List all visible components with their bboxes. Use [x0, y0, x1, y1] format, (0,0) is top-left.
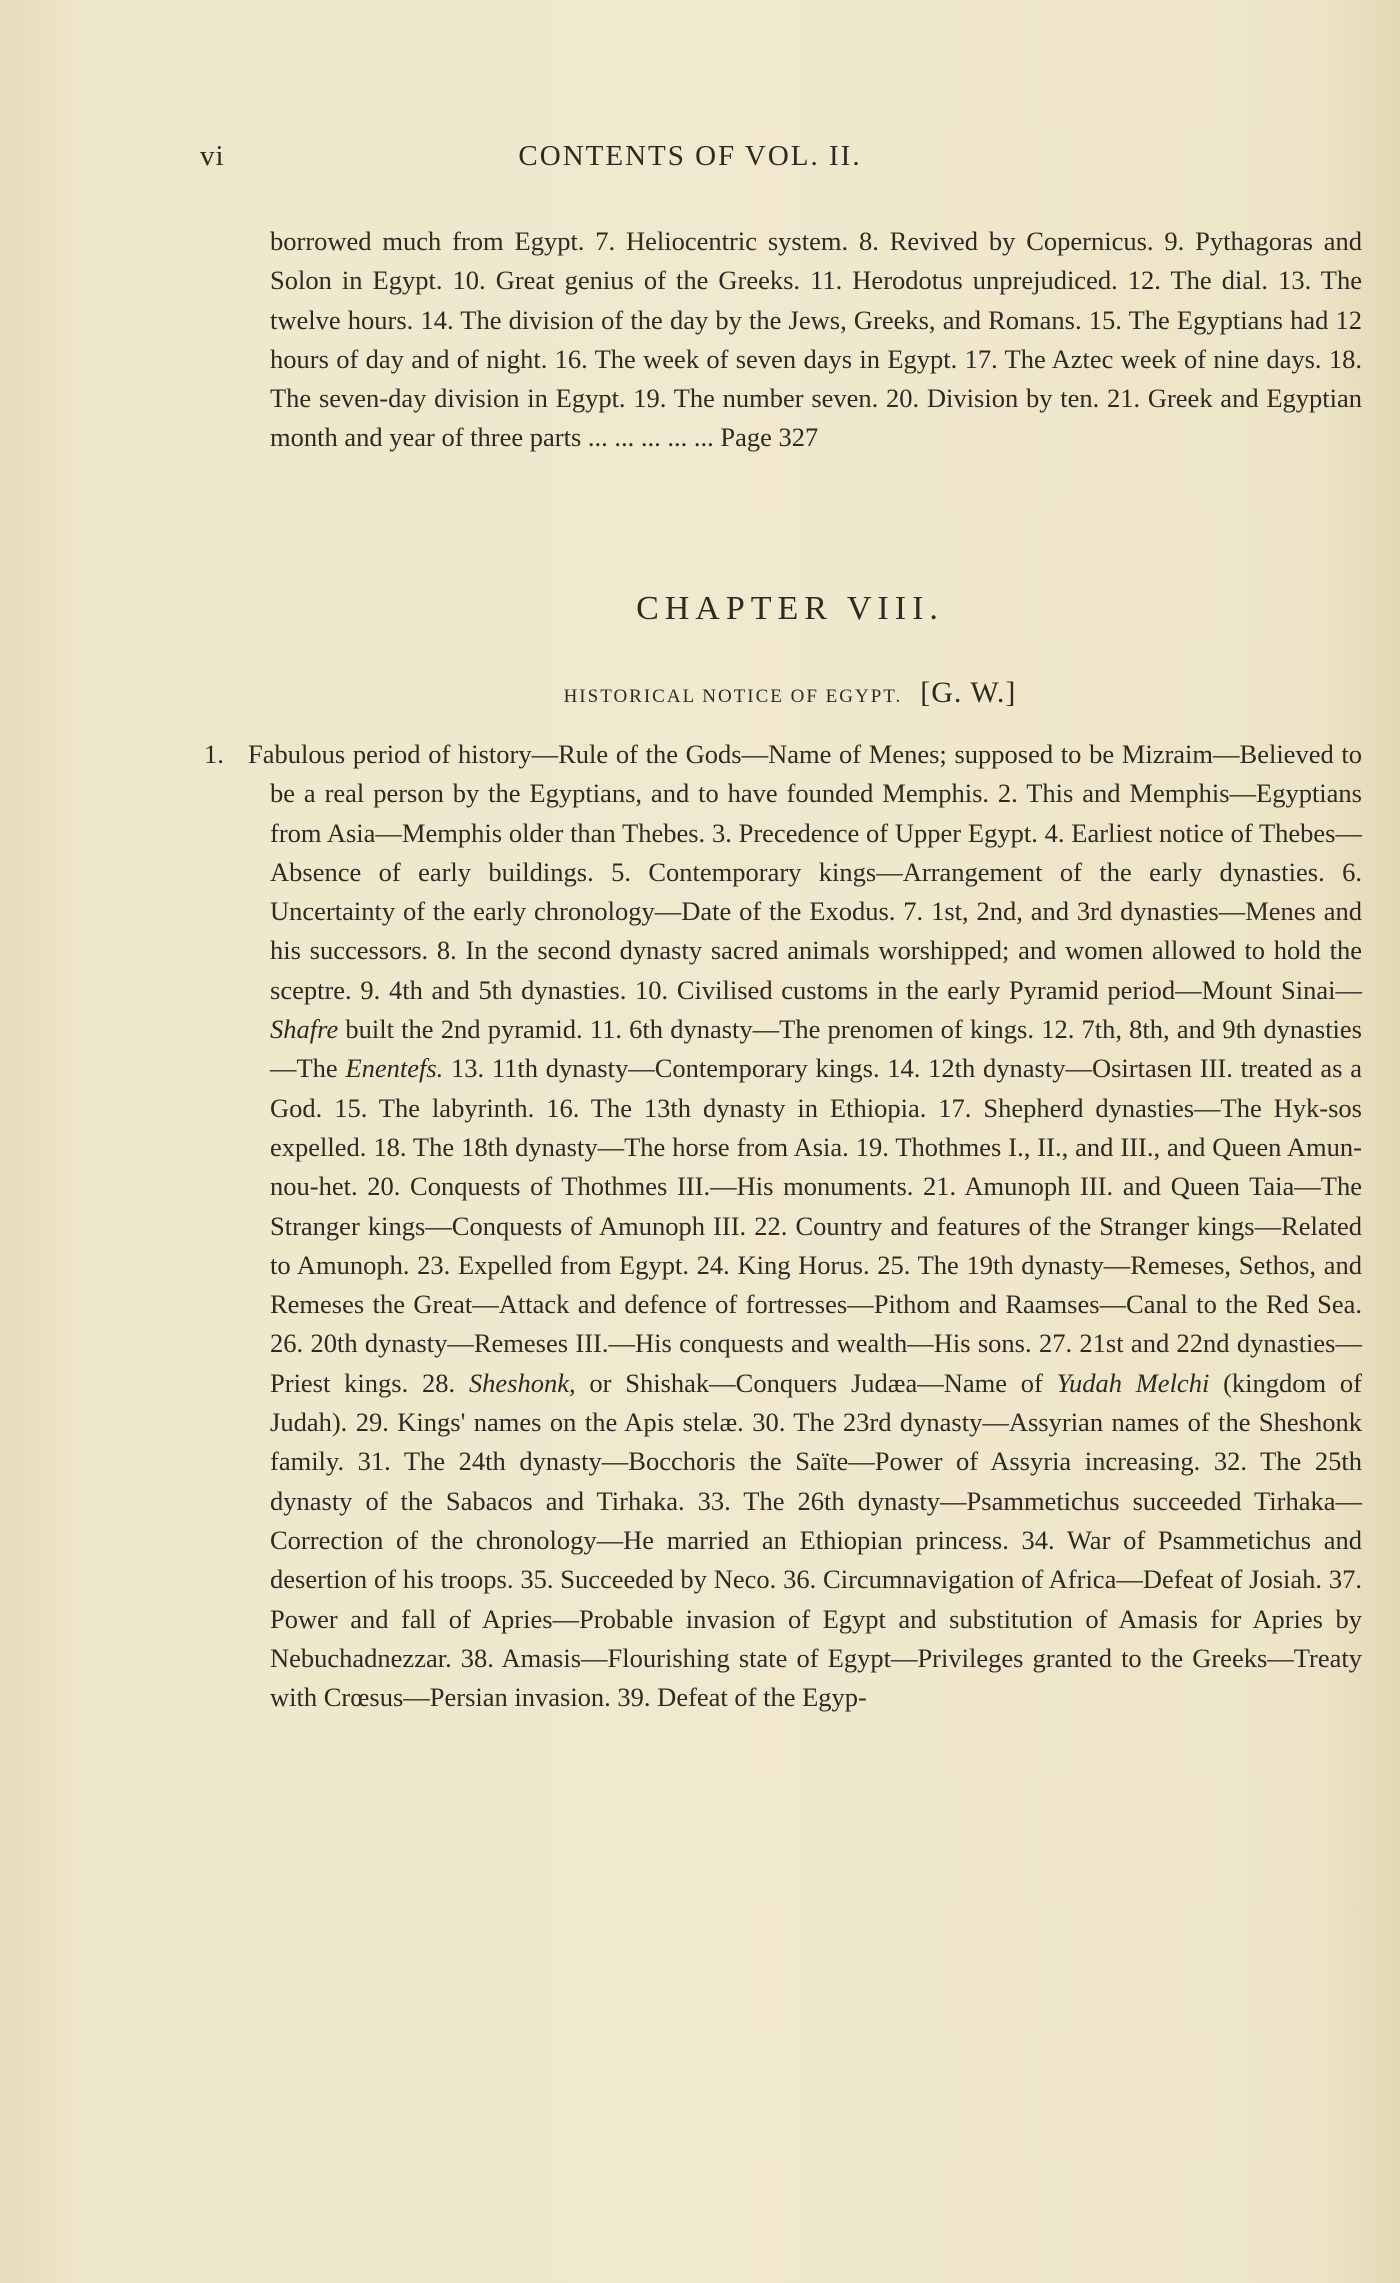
chapter-subtitle-line	[200, 676, 1380, 710]
italic-name: Yudah Melchi	[1056, 1367, 1210, 1398]
chapter-title: CHAPTER VIII.	[636, 590, 944, 627]
italic-name: Shafre	[270, 1014, 339, 1045]
item-number: 1.	[204, 739, 224, 769]
chapter-contents	[204, 735, 1362, 1717]
previous-chapter-paragraph	[270, 222, 1362, 458]
running-head-title: CONTENTS OF VOL. II.	[518, 140, 862, 172]
previous-chapter-text: borrowed much from Egypt. 7. Heliocentric system. 8. Revived by Copernicus. 9. Pythagoras and Solon in Egypt. 10. Great genius of the Greeks. 11. Herodotus unprejudiced. 12. The dial. 13. The twelve hours. 14. The division of the day by the Jews, Greeks, and Romans. 15. The Egyptians had 12 hours of day and of night. 16. The week of seven days in Egypt. 17. The Aztec week of nine days. 18. The seven-day division in Egypt. 19. The number seven. 20. Division by ten. 21. Greek and Egyptian month and year of three parts	[270, 226, 1362, 453]
dot-leader: ... ... ... ... ...	[581, 422, 721, 453]
italic-name: Enentefs.	[345, 1053, 444, 1084]
chapter-contents-paragraph	[204, 735, 1362, 1717]
contents-text: (kingdom of Judah). 29. Kings' names on the Apis stelæ. 30. The 23rd dynasty—Assyrian names of the Sheshonk family. 31. The 24th dynasty—Bocchoris the Saïte—Power of Assyria increasing. 32. The 25th dynasty of the Sabacos and Tirhaka. 33. The 26th dynasty—Psammetichus succeeded Tirhaka—Correction of the chronology—He married an Ethiopian princess. 34. War of Psammetichus and desertion of his troops. 35. Succeeded by Neco. 36. Circumnavigation of Africa—Defeat of Josiah. 37. Power and fall of Apries—Probable invasion of Egypt and substitution of Amasis for Apries by Nebuchadnezzar. 38. Amasis—Flourishing state of Egypt—Privileges granted to the Greeks—Treaty with Crœsus—Persian invasion. 39. Defeat of the Egyp-	[270, 1367, 1362, 1713]
contents-text: Fabulous period of history—Rule of the Gods—Name of Menes; supposed to be Mizraim—Believed to be a real person by the Egyptians, and to have founded Memphis. 2. This and Memphis—Egyptians from Asia—Memphis older than Thebes. 3. Precedence of Upper Egypt. 4. Earliest notice of Thebes—Absence of early buildings. 5. Contemporary kings—Arrangement of the early dynasties. 6. Uncertainty of the early chronology—Date of the Exodus. 7. 1st, 2nd, and 3rd dynasties—Menes and his successors. 8. In the second dynasty sacred animals worshipped; and women allowed to hold the sceptre. 9. 4th and 5th dynasties. 10. Civilised customs in the early Pyramid period—Mount Sinai—	[248, 739, 1362, 1005]
chapter-subtitle: HISTORICAL NOTICE OF EGYPT.	[563, 686, 903, 707]
contents-text: built the 2nd pyramid. 11. 6th dynasty—The prenomen of kings. 12. 7th, 8th, and 9th dynasties—The	[270, 1014, 1362, 1084]
contents-text: or Shishak—Conquers Judæa—Name of	[575, 1367, 1057, 1398]
page-reference: Page 327	[720, 422, 819, 453]
italic-name: Sheshonk,	[468, 1367, 576, 1398]
previous-chapter-contents	[270, 222, 1362, 458]
running-head	[200, 140, 1200, 180]
contents-text: 13. 11th dynasty—Contemporary kings. 14. 12th dynasty—Osirtasen III. treated as a God. 15. The labyrinth. 16. The 13th dynasty in Ethiopia. 17. Shepherd dynasties—The Hyk-sos expelled. 18. The 18th dynasty—The horse from Asia. 19. Thothmes I., II., and III., and Queen Amun-nou-het. 20. Conquests of Thothmes III.—His monuments. 21. Amunoph III. and Queen Taia—The Stranger kings—Conquests of Amunoph III. 22. Country and features of the Stranger kings—Related to Amunoph. 23. Expelled from Egypt. 24. King Horus. 25. The 19th dynasty—Remeses, Sethos, and Remeses the Great—Attack and defence of fortresses—Pithom and Raamses—Canal to the Red Sea. 26. 20th dynasty—Remeses III.—His conquests and wealth—His sons. 27. 21st and 22nd dynasties—Priest kings. 28.	[270, 1053, 1362, 1398]
page-folio: vi	[200, 140, 225, 172]
chapter-author: [G. W.]	[920, 676, 1017, 709]
